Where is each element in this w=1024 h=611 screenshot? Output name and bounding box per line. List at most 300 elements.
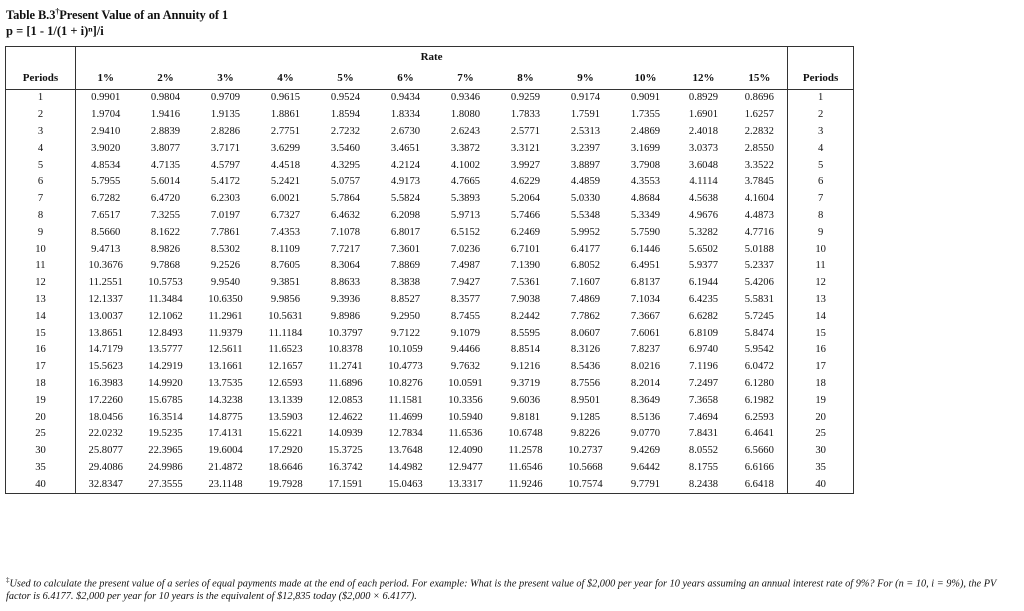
table-row [6,308,854,325]
factor-cell: 5.5824 [390,193,421,205]
factor-cell: 12.4622 [328,411,363,423]
factor-cell: 0.9524 [330,92,361,104]
factor-cell: 7.3658 [688,394,719,406]
factor-cell: 5.8474 [744,327,774,339]
factor-cell: 10.3797 [328,327,363,339]
factor-cell: 10.8378 [328,344,363,356]
factor-cell: 6.8052 [570,260,601,272]
factor-cell: 13.5903 [268,411,303,423]
factor-cell: 10.6748 [508,428,543,440]
factor-cell: 9.7868 [150,260,181,272]
factor-cell: 10.4773 [388,361,423,373]
factor-cell: 8.7556 [570,377,601,389]
factor-cell: 11.4699 [388,411,423,423]
factor-cell: 25.8077 [88,445,123,457]
factor-cell: 0.9434 [390,92,421,104]
factor-cell: 14.9920 [148,377,183,389]
factor-cell: 5.6014 [150,176,181,188]
factor-cell: 7.4353 [270,226,301,238]
factor-cell: 1.7355 [630,109,661,121]
factor-cell: 9.4466 [450,344,481,356]
factor-cell: 6.9740 [688,344,719,356]
factor-cell: 14.0939 [328,428,363,440]
factor-cell: 4.4518 [270,159,301,171]
factor-cell: 3.0373 [688,142,719,154]
factor-cell: 1.9135 [210,109,241,121]
factor-cell: 7.3667 [630,310,661,322]
factor-cell: 9.7791 [616,476,676,493]
factor-cell: 4.1114 [689,176,718,188]
period-cell: 14 [6,308,76,325]
formula: p = [1 - 1/(1 + i)ⁿ]/i [6,24,104,38]
factor-cell: 11.1184 [268,327,303,339]
period-cell: 9 [6,224,76,241]
factor-cell: 4.1604 [744,193,774,205]
factor-cell: 3.7845 [744,176,774,188]
factor-cell: 9.3936 [330,293,361,305]
factor-cell: 3.4651 [390,142,421,154]
factor-cell: 9.2526 [210,260,241,272]
table-row [6,124,854,141]
factor-cell: 13.0037 [88,310,123,322]
factor-cell: 7.8869 [390,260,421,272]
factor-cell: 6.7101 [510,243,541,255]
factor-cell: 4.8684 [630,193,661,205]
period-cell: 8 [788,208,854,225]
factor-cell: 8.2014 [630,377,661,389]
factor-cell: 9.0770 [630,428,661,440]
table-title: Table B.3†Present Value of an Annuity of 1 [6,7,229,23]
factor-cell: 1.9416 [150,109,181,121]
factor-cell: 8.5136 [630,411,661,423]
footnote: ‡Used to calculate the present value of a series of equal payments made at the end of each period. For example: What is the present value of $2,000 per year for 10 years assuming an annual interest rate of 9%? For (n = 10, i = 9%), the PV factor is 6.4177. $2,000 per year for 10 years is the equivalent of $12,835 today ($2,000 × 6.4177). [6,576,997,603]
period-cell: 10 [6,241,76,258]
table-row [6,241,854,258]
table-row [6,359,854,376]
period-cell: 17 [788,359,854,376]
factor-cell: 12.0853 [328,394,363,406]
factor-cell: 7.1034 [630,293,661,305]
factor-cell: 7.2497 [688,377,719,389]
factor-cell: 8.8633 [330,277,361,289]
factor-cell: 12.1062 [148,310,183,322]
factor-cell: 9.7122 [390,327,421,339]
period-cell: 25 [6,426,76,443]
rate-column-header: 7% [436,67,496,90]
factor-cell: 15.0463 [376,476,436,493]
factor-cell: 2.6243 [450,125,481,137]
factor-cell: 10.7574 [556,476,616,493]
factor-cell: 7.7861 [210,226,241,238]
table-row [6,224,854,241]
factor-cell: 4.3553 [630,176,661,188]
period-cell: 2 [6,107,76,124]
period-cell: 25 [788,426,854,443]
factor-cell: 11.2741 [328,361,363,373]
table-row [6,342,854,359]
factor-cell: 6.2469 [510,226,541,238]
factor-cell: 2.8550 [744,142,774,154]
factor-cell: 2.8286 [210,125,241,137]
factor-cell: 9.1079 [450,327,481,339]
period-cell: 6 [6,174,76,191]
period-cell: 1 [788,90,854,107]
factor-cell: 12.4090 [448,445,483,457]
factor-cell: 6.6282 [688,310,719,322]
factor-cell: 8.0552 [688,445,719,457]
factor-cell: 6.5152 [450,226,481,238]
factor-cell: 0.9615 [270,92,301,104]
factor-cell: 12.7834 [388,428,423,440]
factor-cell: 11.2578 [508,445,543,457]
periods-header-right: Periods [788,67,854,90]
table-row [6,140,854,157]
period-cell: 2 [788,107,854,124]
period-cell: 5 [6,157,76,174]
factor-cell: 6.6418 [732,476,788,493]
factor-cell: 6.8017 [390,226,421,238]
period-cell: 15 [6,325,76,342]
factor-cell: 5.0188 [744,243,774,255]
factor-cell: 19.6004 [208,445,243,457]
factor-cell: 5.3893 [450,193,481,205]
factor-cell: 12.1657 [268,361,303,373]
factor-cell: 5.0757 [330,176,361,188]
factor-cell: 1.6257 [744,109,774,121]
factor-cell: 10.5753 [148,277,183,289]
factor-cell: 5.9952 [570,226,601,238]
factor-cell: 5.5348 [570,209,601,221]
factor-cell: 4.7135 [150,159,181,171]
factor-cell: 1.8861 [270,109,301,121]
period-cell: 16 [788,342,854,359]
factor-cell: 13.5777 [148,344,183,356]
factor-cell: 8.8514 [510,344,541,356]
factor-cell: 6.4632 [330,209,361,221]
rate-column-header: 6% [376,67,436,90]
factor-cell: 3.1699 [630,142,661,154]
factor-cell: 11.1581 [388,394,423,406]
factor-cell: 11.9246 [496,476,556,493]
factor-cell: 11.2551 [88,277,123,289]
period-cell: 30 [788,443,854,460]
period-cell: 13 [6,292,76,309]
factor-cell: 7.4869 [570,293,601,305]
factor-cell: 5.2064 [510,193,541,205]
factor-cell: 8.1622 [150,226,181,238]
factor-cell: 7.4987 [450,260,481,272]
factor-cell: 7.9038 [510,293,541,305]
factor-cell: 8.7455 [450,310,481,322]
factor-cell: 0.8929 [688,92,719,104]
factor-cell: 9.9856 [270,293,301,305]
factor-cell: 5.0330 [570,193,601,205]
factor-cell: 15.6221 [268,428,303,440]
period-cell: 10 [788,241,854,258]
factor-cell: 11.2961 [208,310,243,322]
factor-cell: 6.4235 [688,293,719,305]
factor-cell: 2.2832 [744,125,774,137]
factor-cell: 9.4269 [630,445,661,457]
factor-cell: 13.1339 [268,394,303,406]
factor-cell: 13.8651 [88,327,123,339]
table-row [6,292,854,309]
factor-cell: 11.6546 [508,461,543,473]
factor-cell: 8.5436 [570,361,601,373]
factor-cell: 9.1216 [510,361,541,373]
factor-cell: 8.9826 [150,243,181,255]
rate-column-header: 2% [136,67,196,90]
period-cell: 19 [788,392,854,409]
factor-cell: 4.9676 [688,209,719,221]
factor-cell: 14.4982 [388,461,423,473]
period-cell: 13 [788,292,854,309]
factor-cell: 7.3255 [150,209,181,221]
annuity-table [5,46,854,494]
factor-cell: 9.4713 [91,243,121,255]
factor-cell: 8.5595 [510,327,541,339]
factor-cell: 7.9427 [450,277,481,289]
rate-column-header: 12% [676,67,732,90]
factor-cell: 5.7590 [630,226,661,238]
factor-cell: 4.6229 [510,176,541,188]
factor-cell: 1.8080 [450,109,481,121]
factor-cell: 5.6502 [688,243,719,255]
rate-column-header: 8% [496,67,556,90]
factor-cell: 8.9501 [570,394,601,406]
period-cell: 17 [6,359,76,376]
factor-cell: 6.4641 [744,428,774,440]
factor-cell: 3.3121 [510,142,541,154]
period-cell: 40 [788,476,854,493]
period-cell: 20 [6,409,76,426]
period-cell: 8 [6,208,76,225]
factor-cell: 7.7862 [570,310,601,322]
period-cell: 12 [788,275,854,292]
factor-cell: 5.2421 [270,176,301,188]
factor-cell: 3.8897 [570,159,601,171]
factor-cell: 3.3522 [744,159,774,171]
factor-cell: 4.9173 [390,176,421,188]
factor-cell: 9.8226 [570,428,601,440]
factor-cell: 1.7591 [570,109,601,121]
factor-cell: 4.5638 [688,193,719,205]
rate-column-header: 5% [316,67,376,90]
factor-cell: 22.0232 [88,428,123,440]
factor-cell: 5.2337 [744,260,774,272]
factor-cell: 15.3725 [328,445,363,457]
table-row [6,107,854,124]
factor-cell: 11.6896 [328,377,363,389]
factor-cell: 6.6166 [744,461,774,473]
table-row [6,376,854,393]
factor-cell: 3.5460 [330,142,361,154]
factor-cell: 5.7864 [330,193,361,205]
period-cell: 18 [6,376,76,393]
factor-cell: 11.6536 [448,428,483,440]
factor-cell: 9.6036 [510,394,541,406]
factor-cell: 32.8347 [76,476,136,493]
factor-cell: 5.3282 [688,226,719,238]
factor-cell: 0.9174 [570,92,601,104]
factor-cell: 12.9477 [448,461,483,473]
factor-cell: 5.4172 [210,176,241,188]
factor-cell: 5.9713 [450,209,481,221]
factor-cell: 7.1390 [510,260,541,272]
factor-cell: 7.5361 [510,277,541,289]
factor-cell: 9.7632 [450,361,481,373]
factor-cell: 5.7245 [744,310,774,322]
factor-cell: 11.9379 [208,327,243,339]
factor-cell: 2.4869 [630,125,661,137]
table-row [6,191,854,208]
factor-cell: 8.7605 [270,260,301,272]
factor-cell: 12.6593 [268,377,303,389]
factor-cell: 10.3356 [448,394,483,406]
period-cell: 14 [788,308,854,325]
table-row [6,443,854,460]
factor-cell: 4.3295 [330,159,361,171]
factor-cell: 15.6785 [148,394,183,406]
factor-cell: 13.1661 [208,361,243,373]
factor-cell: 8.5302 [210,243,241,255]
period-cell: 3 [6,124,76,141]
factor-cell: 7.1078 [330,226,361,238]
factor-cell: 5.9542 [744,344,774,356]
factor-cell: 22.3965 [148,445,183,457]
factor-cell: 4.7665 [450,176,481,188]
period-cell: 1 [6,90,76,107]
factor-cell: 9.2950 [390,310,421,322]
factor-cell: 18.0456 [88,411,123,423]
factor-cell: 19.7928 [256,476,316,493]
factor-cell: 0.9346 [450,92,481,104]
factor-cell: 15.5623 [88,361,123,373]
factor-cell: 0.9804 [150,92,181,104]
period-cell: 11 [788,258,854,275]
factor-cell: 12.1337 [88,293,123,305]
factor-cell: 13.7535 [208,377,243,389]
factor-cell: 4.4873 [744,209,774,221]
period-cell: 15 [788,325,854,342]
factor-cell: 19.5235 [148,428,183,440]
factor-cell: 5.9377 [688,260,719,272]
period-cell: 16 [6,342,76,359]
factor-cell: 7.8431 [688,428,719,440]
factor-cell: 10.8276 [388,377,423,389]
factor-cell: 6.1982 [744,394,774,406]
factor-cell: 6.7327 [270,209,301,221]
factor-cell: 8.0607 [570,327,601,339]
factor-cell: 7.8237 [630,344,661,356]
factor-cell: 8.3649 [630,394,661,406]
factor-cell: 9.6442 [630,461,661,473]
factor-cell: 2.6730 [390,125,421,137]
factor-cell: 1.8594 [330,109,361,121]
period-cell: 30 [6,443,76,460]
period-cell: 20 [788,409,854,426]
factor-cell: 9.8986 [330,310,361,322]
period-cell: 7 [6,191,76,208]
factor-cell: 3.7908 [630,159,661,171]
periods-header-left: Periods [6,67,76,90]
factor-cell: 14.8775 [208,411,243,423]
factor-cell: 1.9704 [91,109,121,121]
factor-cell: 6.5660 [744,445,774,457]
factor-cell: 8.3064 [330,260,361,272]
factor-cell: 12.5611 [208,344,243,356]
period-cell: 6 [788,174,854,191]
factor-cell: 8.2438 [676,476,732,493]
factor-cell: 4.7716 [744,226,774,238]
factor-cell: 8.5660 [91,226,121,238]
factor-cell: 14.2919 [148,361,183,373]
factor-cell: 10.2737 [568,445,603,457]
rate-column-header: 9% [556,67,616,90]
period-cell: 18 [788,376,854,393]
factor-cell: 0.9901 [91,92,121,104]
factor-cell: 7.6061 [630,327,661,339]
factor-cell: 17.2260 [88,394,123,406]
factor-cell: 6.4951 [630,260,661,272]
factor-cell: 4.2124 [390,159,421,171]
factor-cell: 0.8696 [744,92,774,104]
factor-cell: 13.3317 [436,476,496,493]
factor-cell: 7.7217 [330,243,361,255]
factor-cell: 6.4720 [150,193,181,205]
factor-cell: 10.1059 [388,344,423,356]
factor-cell: 29.4086 [88,461,123,473]
factor-cell: 16.3983 [88,377,123,389]
factor-cell: 7.3601 [390,243,421,255]
factor-cell: 5.4206 [744,277,774,289]
table-row [6,426,854,443]
factor-cell: 2.5771 [510,125,541,137]
rate-header: Rate [76,47,788,68]
factor-cell: 7.1196 [689,361,718,373]
table-row [6,258,854,275]
factor-cell: 9.8181 [510,411,541,423]
factor-cell: 8.1109 [271,243,300,255]
factor-cell: 2.5313 [570,125,601,137]
factor-cell: 3.7171 [210,142,241,154]
rate-column-header: 15% [732,67,788,90]
period-cell: 40 [6,476,76,493]
factor-cell: 1.8334 [390,109,421,121]
factor-cell: 10.6350 [208,293,243,305]
period-cell: 5 [788,157,854,174]
factor-cell: 27.3555 [136,476,196,493]
rate-column-header: 3% [196,67,256,90]
factor-cell: 4.4859 [570,176,601,188]
factor-cell: 14.3238 [208,394,243,406]
table-row [6,325,854,342]
factor-cell: 10.3676 [88,260,123,272]
factor-cell: 2.9410 [91,125,121,137]
period-cell: 11 [6,258,76,275]
factor-cell: 10.5940 [448,411,483,423]
factor-cell: 24.9986 [148,461,183,473]
factor-cell: 6.1446 [630,243,661,255]
factor-cell: 17.1591 [316,476,376,493]
factor-cell: 6.2098 [390,209,421,221]
factor-cell: 18.6646 [268,461,303,473]
factor-cell: 5.5831 [744,293,774,305]
factor-cell: 9.3719 [510,377,541,389]
factor-cell: 6.1280 [744,377,774,389]
period-cell: 35 [788,460,854,477]
factor-cell: 6.4177 [570,243,601,255]
